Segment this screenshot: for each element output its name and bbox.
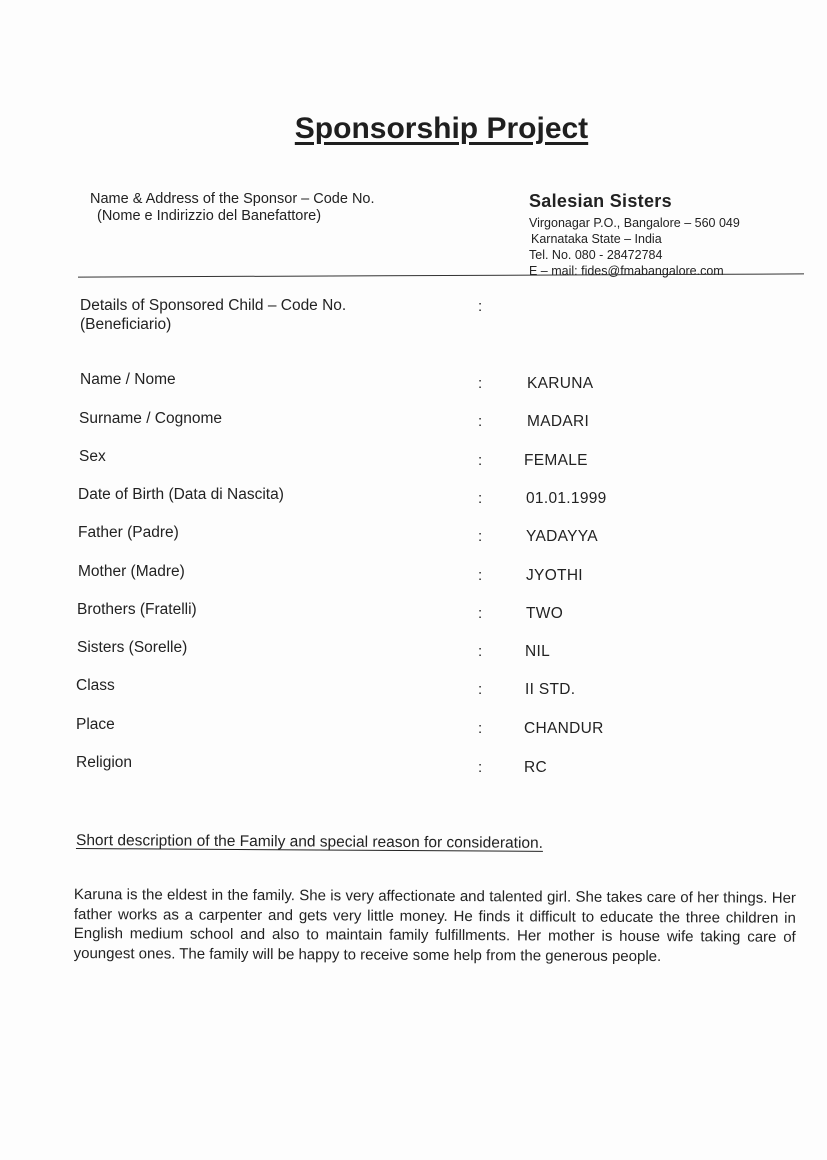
field-colon: : xyxy=(478,375,483,392)
field-value-class: II STD. xyxy=(525,681,576,698)
organization-name: Salesian Sisters xyxy=(529,191,672,211)
field-colon: : xyxy=(478,452,483,469)
field-value-name: KARUNA xyxy=(527,375,594,392)
organization-phone: Tel. No. 080 - 28472784 xyxy=(529,248,663,262)
field-value-father: YADAYYA xyxy=(526,528,598,545)
child-code-colon: : xyxy=(478,298,483,315)
field-label-religion: Religion xyxy=(76,754,133,771)
field-colon: : xyxy=(478,490,483,507)
field-label-date-of-birth: Date of Birth (Data di Nascita) xyxy=(78,486,284,503)
sponsor-block xyxy=(90,191,375,225)
organization-email: E – mail: fides@fmabangalore.com xyxy=(529,264,724,278)
field-value-date-of-birth: 01.01.1999 xyxy=(526,490,607,507)
field-label-place: Place xyxy=(76,716,115,733)
child-details-heading xyxy=(80,296,346,334)
organization-address-line2: Karnataka State – India xyxy=(531,232,662,246)
field-colon: : xyxy=(478,605,483,622)
field-colon: : xyxy=(478,643,483,660)
field-value-surname: MADARI xyxy=(527,413,590,430)
field-colon: : xyxy=(478,720,483,737)
field-label-sisters: Sisters (Sorelle) xyxy=(77,639,188,656)
sponsor-label-italian: (Nome e Indirizzio del Banefattore) xyxy=(97,208,322,224)
field-label-surname: Surname / Cognome xyxy=(79,410,223,427)
field-label-father: Father (Padre) xyxy=(78,524,179,541)
field-colon: : xyxy=(478,413,483,430)
field-value-sisters: NIL xyxy=(525,643,551,660)
field-label-name: Name / Nome xyxy=(80,371,176,388)
family-description: Karuna is the eldest in the family. She is very affectionate and talented girl. She takes care of her things. Her father works as a carpenter and gets very little money. He finds it difficult to educate the three children in English medium school and also to maintain family fulfillments. Her mother is house wife taking care of youngest ones. The family will be happy to receive some help from the generous people. xyxy=(73,886,796,965)
field-label-sex: Sex xyxy=(79,448,106,465)
organization-address-line1: Virgonagar P.O., Bangalore – 560 049 xyxy=(529,216,740,230)
child-details-label-italian: (Beneficiario) xyxy=(80,316,172,333)
field-label-mother: Mother (Madre) xyxy=(78,563,185,580)
description-heading: Short description of the Family and special reason for consideration. xyxy=(75,832,544,852)
field-colon: : xyxy=(478,681,483,698)
field-label-brothers: Brothers (Fratelli) xyxy=(77,601,197,618)
document-title: Sponsorship Project xyxy=(294,112,589,145)
field-value-mother: JYOTHI xyxy=(526,567,583,584)
field-value-place: CHANDUR xyxy=(524,720,604,737)
field-colon: : xyxy=(478,567,483,584)
field-value-brothers: TWO xyxy=(526,605,564,622)
field-colon: : xyxy=(478,528,483,545)
sponsor-label: Name & Address of the Sponsor – Code No. xyxy=(90,191,375,207)
field-label-class: Class xyxy=(76,677,115,694)
field-value-religion: RC xyxy=(524,759,547,776)
child-details-label: Details of Sponsored Child – Code No. xyxy=(80,297,347,314)
field-value-sex: FEMALE xyxy=(524,452,588,469)
organization-block xyxy=(529,191,740,279)
field-colon: : xyxy=(478,759,483,776)
